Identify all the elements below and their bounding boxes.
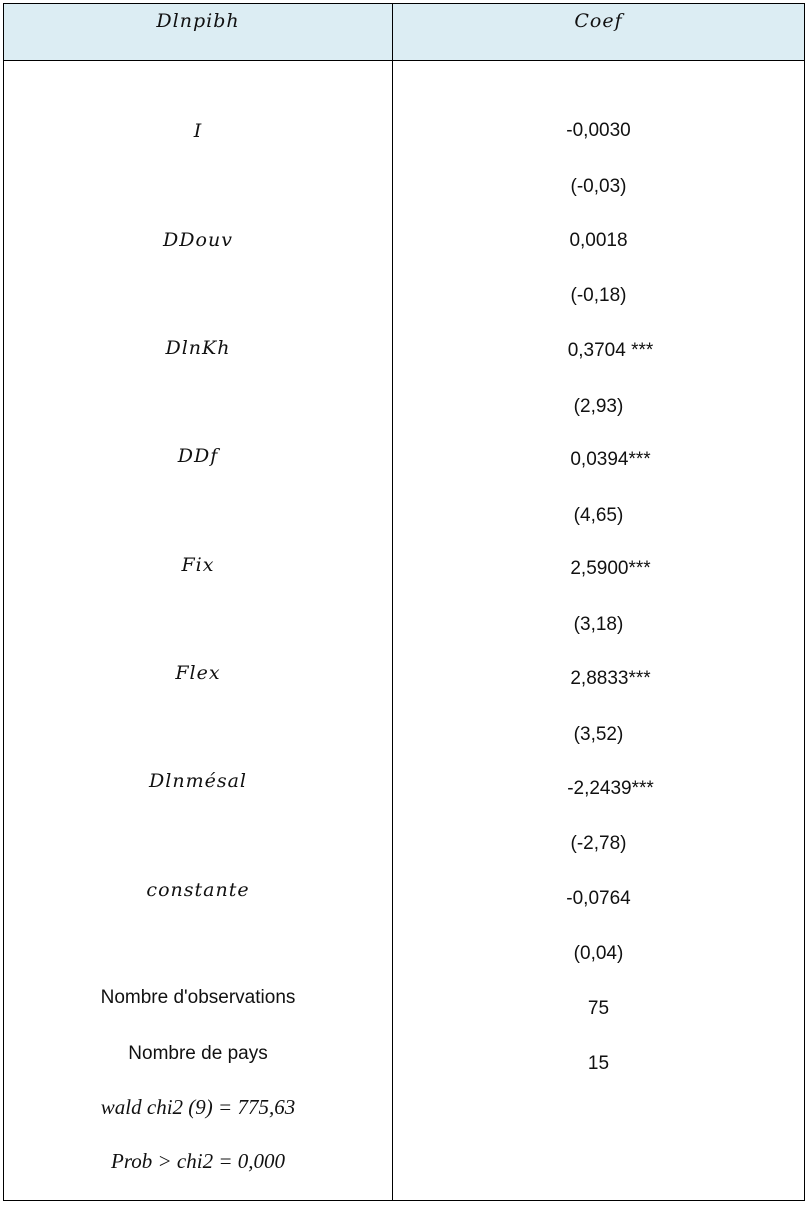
t-statistic-value: (-0,03) (570, 176, 627, 197)
variable-label: Dlnmésal (149, 770, 247, 792)
coefficient-value: 0,0018 (569, 230, 628, 251)
variable-label: constante (146, 879, 250, 901)
coefficient-value: 0,3704 *** (567, 340, 654, 361)
t-statistic-value: (3,18) (573, 614, 624, 635)
coefficient-value: 2,5900*** (570, 558, 651, 579)
wald-chi2-statistic: wald chi2 (9) = 775,63 (100, 1095, 296, 1119)
regression-table (3, 3, 805, 1201)
countries-value: 15 (587, 1053, 610, 1074)
observations-value: 75 (587, 998, 610, 1019)
coefficient-value: 2,8833*** (570, 668, 651, 689)
t-statistic-value: (4,65) (573, 505, 624, 526)
t-statistic-value: (2,93) (573, 396, 624, 417)
t-statistic-value: (0,04) (573, 943, 624, 964)
coefficient-value: -0,0764 (566, 888, 631, 909)
prob-chi2-statistic: Prob > chi2 = 0,000 (111, 1149, 285, 1173)
countries-label: Nombre de pays (128, 1043, 268, 1064)
variable-label: Flex (175, 662, 221, 684)
variable-label: Fix (181, 554, 215, 576)
t-statistic-value: (-0,18) (570, 285, 627, 306)
t-statistic-value: (-2,78) (570, 833, 627, 854)
variable-label: I (193, 120, 203, 142)
observations-label: Nombre d'observations (100, 987, 296, 1008)
header-coefficient: Coef (574, 10, 623, 32)
coefficient-value: -2,2439*** (567, 778, 654, 799)
t-statistic-value: (3,52) (573, 724, 624, 745)
coefficient-value: 0,0394*** (570, 449, 651, 470)
coefficient-value: -0,0030 (566, 120, 631, 141)
variable-label: DDf (177, 445, 219, 467)
variable-label: DlnKh (165, 337, 231, 359)
variable-label: DDouv (163, 229, 233, 251)
header-dependent-variable: Dlnpibh (156, 10, 240, 32)
